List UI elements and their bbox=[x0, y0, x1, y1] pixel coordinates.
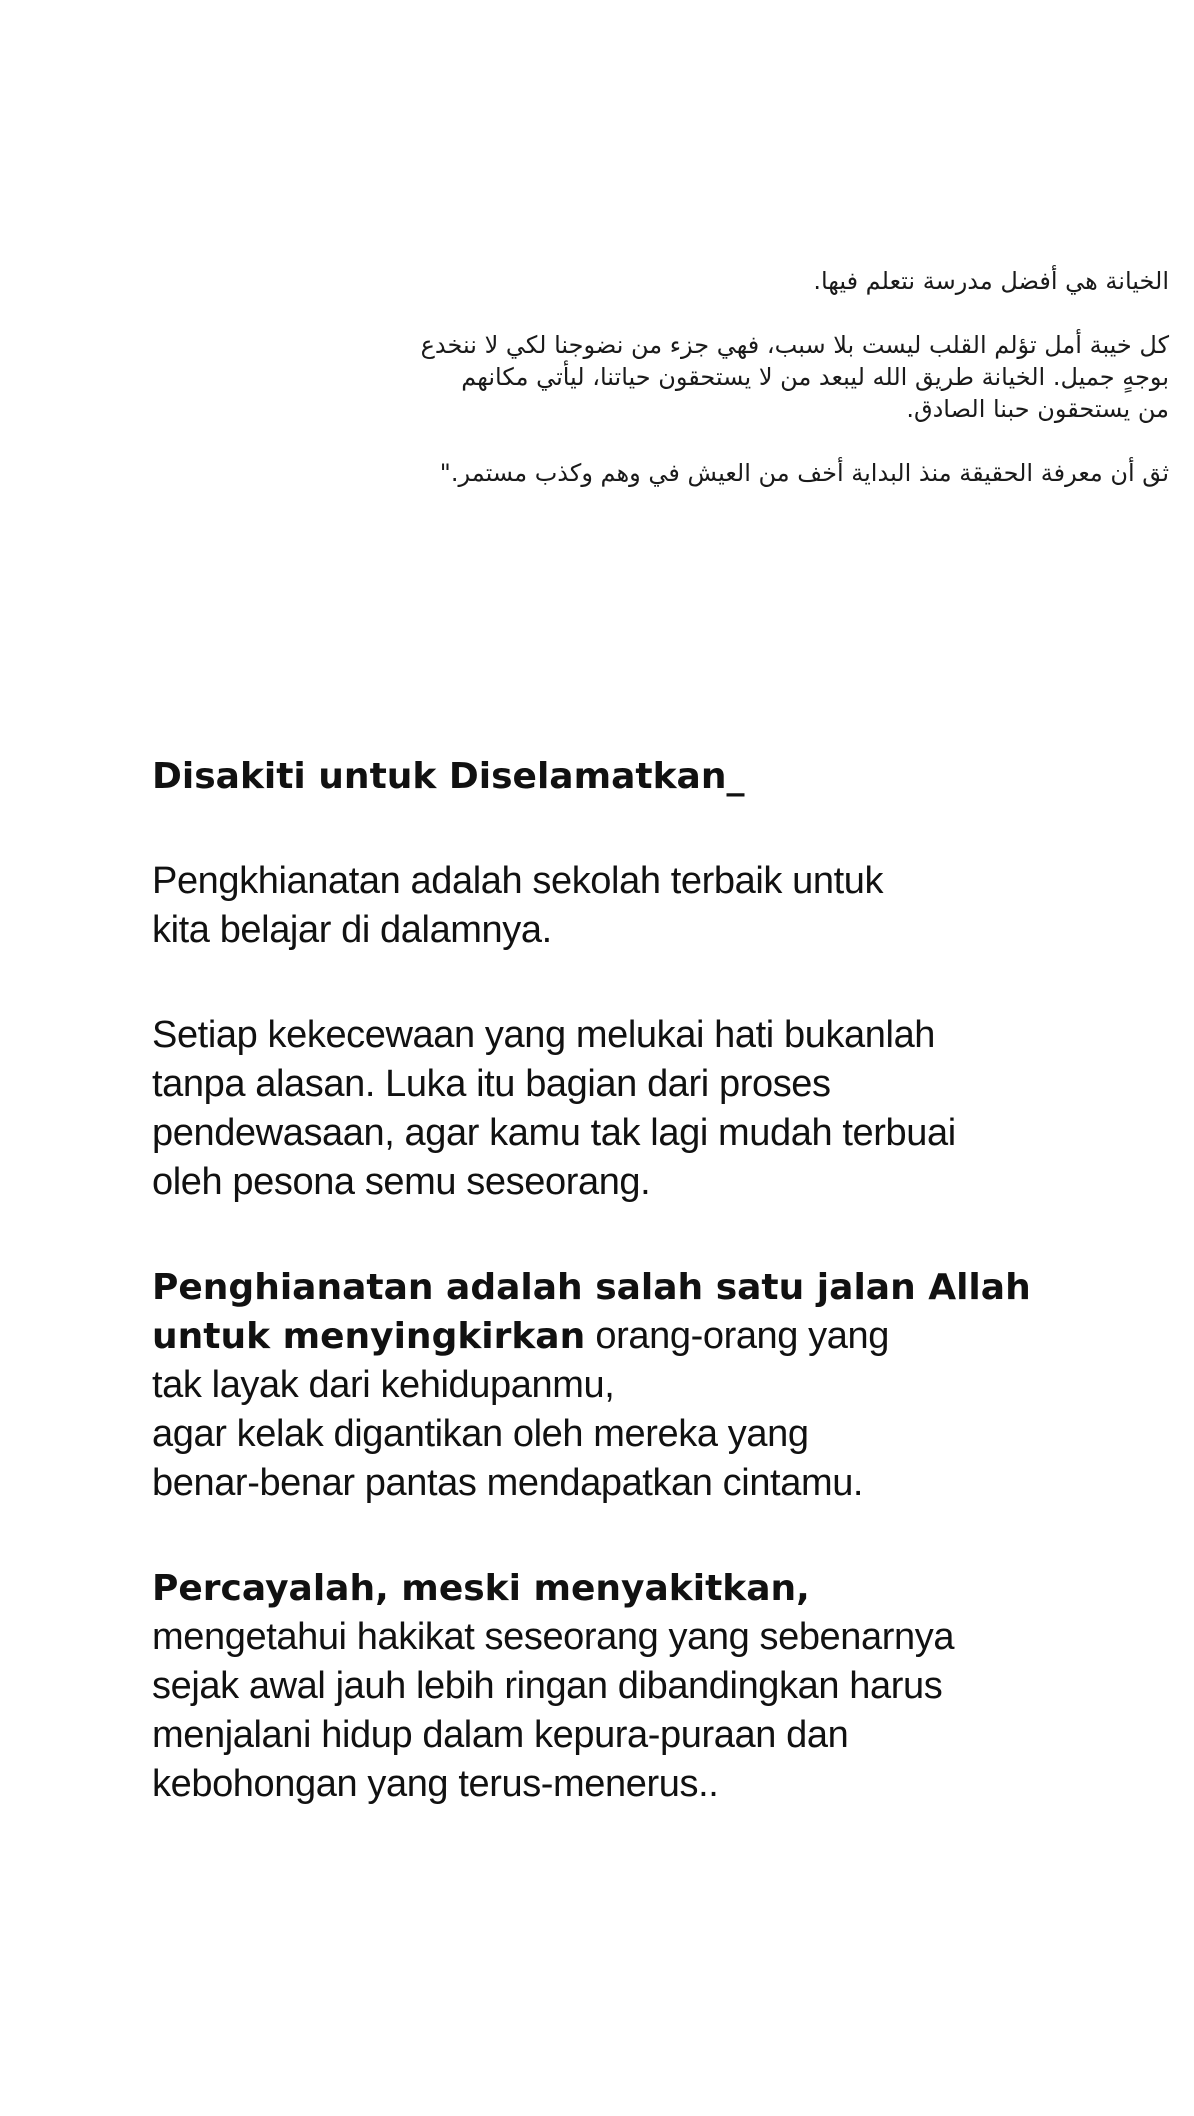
arabic-line: من يستحقون حبنا الصادق. bbox=[906, 395, 1169, 423]
arabic-paragraph-1 bbox=[309, 265, 1169, 297]
arabic-line: بوجهٍ جميل. الخيانة طريق الله ليبعد من لا يستحقون حياتنا، ليأتي مكانهم bbox=[461, 363, 1169, 391]
text-line: menjalani hidup dalam kepura-puraan dan bbox=[152, 1714, 849, 1756]
arabic-paragraph-3 bbox=[309, 457, 1169, 489]
text-line: agar kelak digantikan oleh mereka yang bbox=[152, 1413, 809, 1455]
bold-text-line: Percayalah, meski menyakitkan, bbox=[152, 1568, 810, 1609]
arabic-line: ثق أن معرفة الحقيقة منذ البداية أخف من العيش في وهم وكذب مستمر." bbox=[439, 459, 1169, 487]
bold-text-span: untuk menyingkirkan bbox=[152, 1316, 586, 1357]
text-line: kebohongan yang terus-menerus.. bbox=[152, 1763, 719, 1805]
text-line: Pengkhianatan adalah sekolah terbaik untuk bbox=[152, 860, 884, 902]
arabic-paragraph-2 bbox=[309, 329, 1169, 425]
indonesian-paragraph-4 bbox=[152, 1564, 1152, 1809]
arabic-line: كل خيبة أمل تؤلم القلب ليست بلا سبب، فهي جزء من نضوجنا لكي لا ننخدع bbox=[420, 331, 1169, 359]
indonesian-paragraph-1 bbox=[152, 857, 1152, 955]
text-line: kita belajar di dalamnya. bbox=[152, 909, 552, 951]
bold-text-line: Penghianatan adalah salah satu jalan Allah bbox=[152, 1267, 1031, 1308]
text-line: tak layak dari kehidupanmu, bbox=[152, 1364, 615, 1406]
page-title: Disakiti untuk Diselamatkan_ bbox=[152, 756, 745, 797]
text-line: Setiap kekecewaan yang melukai hati bukanlah bbox=[152, 1014, 936, 1056]
indonesian-paragraph-2 bbox=[152, 1011, 1152, 1207]
arabic-line: الخيانة هي أفضل مدرسة نتعلم فيها. bbox=[813, 267, 1169, 295]
text-line: benar-benar pantas mendapatkan cintamu. bbox=[152, 1462, 864, 1504]
mixed-text-line bbox=[152, 1312, 1152, 1361]
text-line: sejak awal jauh lebih ringan dibandingkan harus bbox=[152, 1665, 943, 1707]
text-line: mengetahui hakikat seseorang yang sebenarnya bbox=[152, 1616, 955, 1658]
text-line: pendewasaan, agar kamu tak lagi mudah terbuai bbox=[152, 1112, 956, 1154]
arabic-text-block bbox=[309, 265, 1169, 489]
text-line: oleh pesona semu seseorang. bbox=[152, 1161, 651, 1203]
text-span: orang-orang yang bbox=[585, 1315, 889, 1357]
indonesian-paragraph-3 bbox=[152, 1263, 1152, 1508]
indonesian-text-block bbox=[152, 752, 1152, 1865]
text-line: tanpa alasan. Luka itu bagian dari proses bbox=[152, 1063, 831, 1105]
